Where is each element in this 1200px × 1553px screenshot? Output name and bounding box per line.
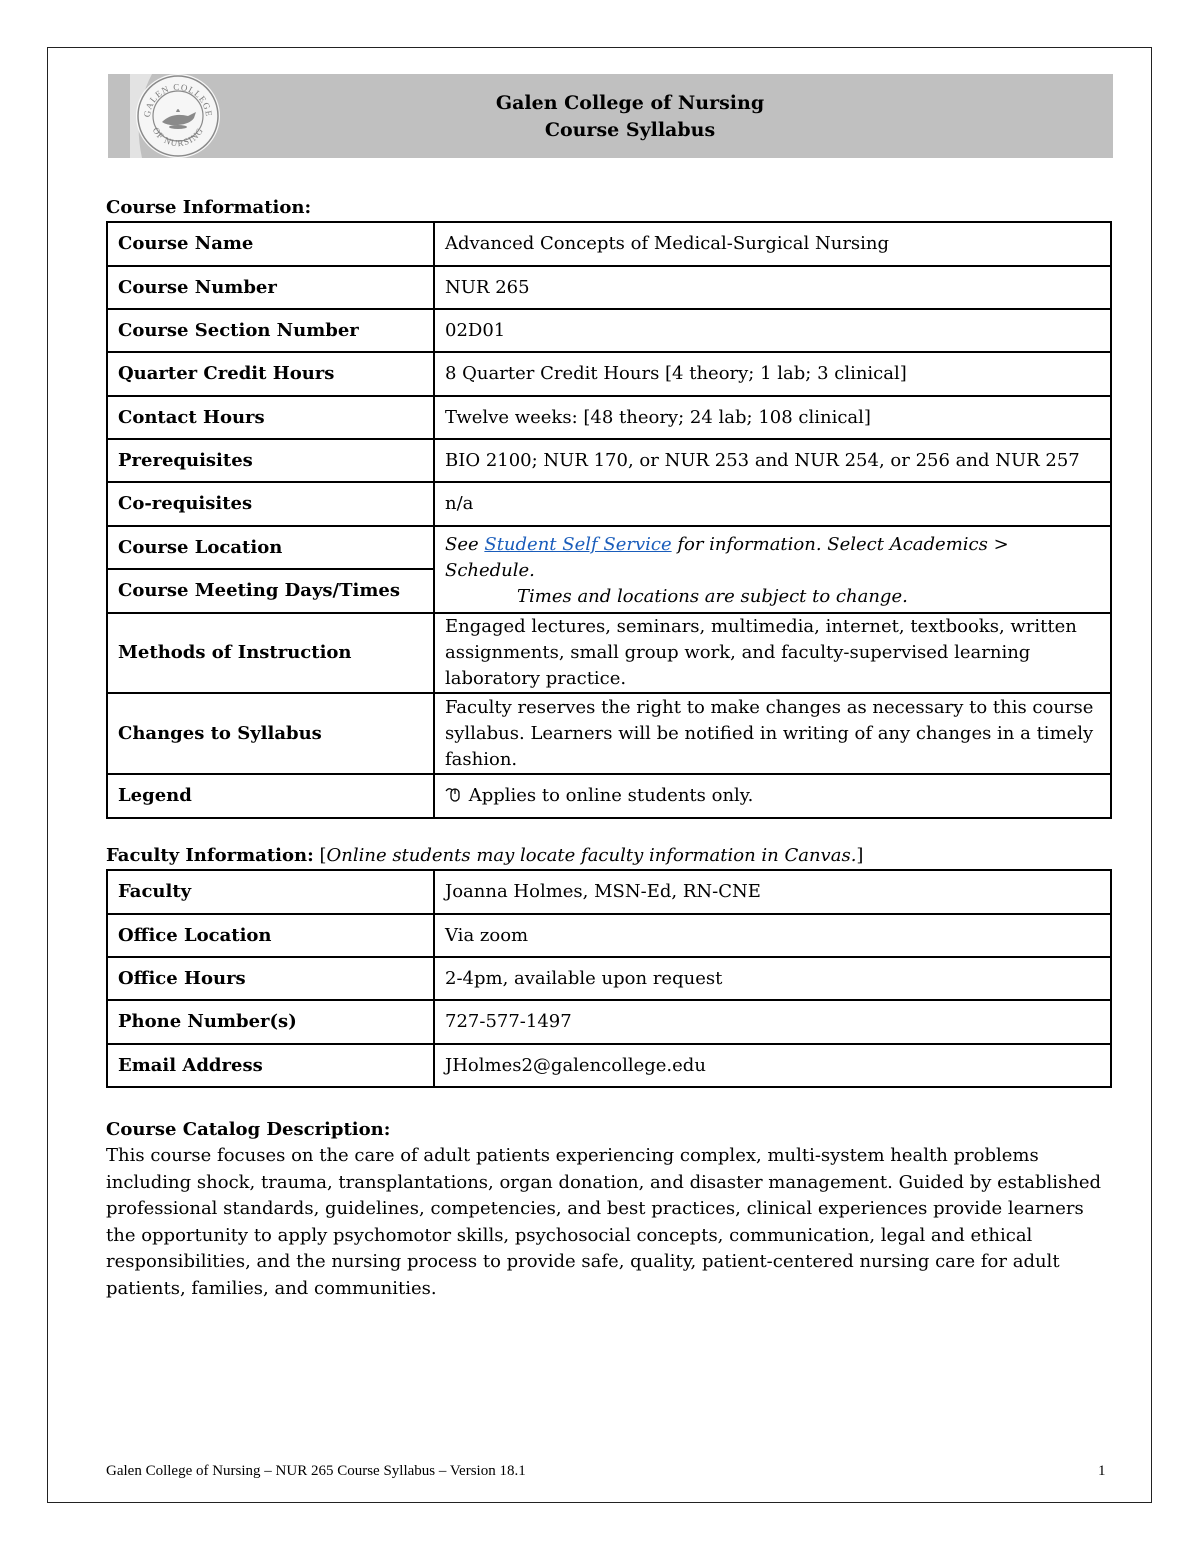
methods-row: [107, 613, 1111, 693]
email-label: Email Address: [107, 1044, 434, 1087]
course-name-value: Advanced Concepts of Medical-Surgical Nursing: [434, 222, 1111, 266]
logo-ring-text-bottom: OF NURSING: [150, 125, 206, 149]
location-see-text: See: [445, 534, 485, 555]
faculty-label: Faculty: [107, 870, 434, 914]
corequisites-row: [107, 482, 1111, 526]
course-info-heading: Course Information:: [106, 197, 312, 218]
faculty-value: Joanna Holmes, MSN-Ed, RN-CNE: [434, 870, 1111, 914]
credit-hours-row: [107, 352, 1111, 396]
contact-hours-label: Contact Hours: [107, 396, 434, 439]
meeting-times-label: Course Meeting Days/Times: [107, 569, 434, 613]
faculty-info-bracket-open: [: [313, 845, 327, 866]
prerequisites-value: BIO 2100; NUR 170, or NUR 253 and NUR 254, or 256 and NUR 257: [434, 439, 1111, 482]
catalog-description: This course focuses on the care of adult patients experiencing complex, multi-system health problems including shock, trauma, transplantations, organ donation, and disaster management. Guided by established professional standards, guidelines, competencies, and best practices, clinical experiences provide learners the opportunity to apply psychomotor skills, psychosocial concepts, communication, legal and ethical responsibilities, and the nursing process to provide safe, quality, patient-centered nursing care for adult patients, families, and communities.: [106, 1145, 1102, 1299]
faculty-row: [107, 870, 1111, 914]
header-college-name: Galen College of Nursing: [495, 92, 765, 114]
course-location-value: [434, 526, 1111, 613]
header-title: [300, 90, 960, 144]
header-document-title: Course Syllabus: [544, 119, 716, 141]
credit-hours-label: Quarter Credit Hours: [107, 352, 434, 396]
legend-value: [434, 774, 1111, 818]
office-hours-row: [107, 957, 1111, 1000]
student-self-service-link[interactable]: Student Self Service: [484, 534, 672, 555]
mouse-icon: [445, 785, 463, 803]
faculty-info-table: [106, 869, 1112, 1088]
course-location-row: [107, 526, 1111, 569]
contact-hours-value: Twelve weeks: [48 theory; 24 lab; 108 clinical]: [434, 396, 1111, 439]
changes-row: [107, 693, 1111, 774]
methods-label: Methods of Instruction: [107, 613, 434, 693]
course-location-label: Course Location: [107, 526, 434, 569]
phone-row: [107, 1000, 1111, 1044]
page-number: 1: [1098, 1463, 1106, 1479]
course-info-table: [106, 221, 1112, 819]
office-hours-value: 2-4pm, available upon request: [434, 957, 1111, 1000]
methods-value: Engaged lectures, seminars, multimedia, internet, textbooks, written assignments, small group work, and faculty-supervised learning laboratory practice.: [434, 613, 1111, 693]
course-section-value: 02D01: [434, 309, 1111, 352]
faculty-info-note: Online students may locate faculty information in Canvas.: [326, 845, 857, 866]
changes-label: Changes to Syllabus: [107, 693, 434, 774]
corequisites-value: n/a: [434, 482, 1111, 526]
phone-label: Phone Number(s): [107, 1000, 434, 1044]
legend-label: Legend: [107, 774, 434, 818]
changes-value: Faculty reserves the right to make changes as necessary to this course syllabus. Learners will be notified in writing of any changes in a timely fashion.: [434, 693, 1111, 774]
course-name-label: Course Name: [107, 222, 434, 266]
catalog-heading: Course Catalog Description:: [106, 1119, 391, 1140]
credit-hours-value: 8 Quarter Credit Hours [4 theory; 1 lab; 3 clinical]: [434, 352, 1111, 396]
office-location-label: Office Location: [107, 914, 434, 957]
logo-ring-text-top: GALEN COLLEGE: [141, 81, 215, 118]
catalog-section: [106, 1117, 1106, 1302]
location-subject-to-change-text: Times and locations are subject to change.: [517, 586, 908, 607]
contact-hours-row: [107, 396, 1111, 439]
course-section-row: [107, 309, 1111, 352]
course-name-row: [107, 222, 1111, 266]
email-value: JHolmes2@galencollege.edu: [434, 1044, 1111, 1087]
faculty-info-bracket-close: ]: [856, 845, 864, 866]
prerequisites-row: [107, 439, 1111, 482]
course-number-row: [107, 266, 1111, 309]
email-row: [107, 1044, 1111, 1087]
office-location-row: [107, 914, 1111, 957]
college-seal-logo: [112, 72, 234, 160]
location-instructions-text: for information. Select Academics > Schedule.: [445, 534, 1009, 581]
footer-text: Galen College of Nursing – NUR 265 Course Syllabus – Version 18.1: [106, 1463, 526, 1479]
office-hours-label: Office Hours: [107, 957, 434, 1000]
faculty-info-heading-label: Faculty Information:: [106, 845, 314, 866]
legend-text: Applies to online students only.: [463, 785, 754, 806]
prerequisites-label: Prerequisites: [107, 439, 434, 482]
course-number-label: Course Number: [107, 266, 434, 309]
legend-row: [107, 774, 1111, 818]
phone-value: 727-577-1497: [434, 1000, 1111, 1044]
faculty-info-heading: [106, 845, 863, 866]
office-location-value: Via zoom: [434, 914, 1111, 957]
course-number-value: NUR 265: [434, 266, 1111, 309]
course-section-label: Course Section Number: [107, 309, 434, 352]
corequisites-label: Co-requisites: [107, 482, 434, 526]
